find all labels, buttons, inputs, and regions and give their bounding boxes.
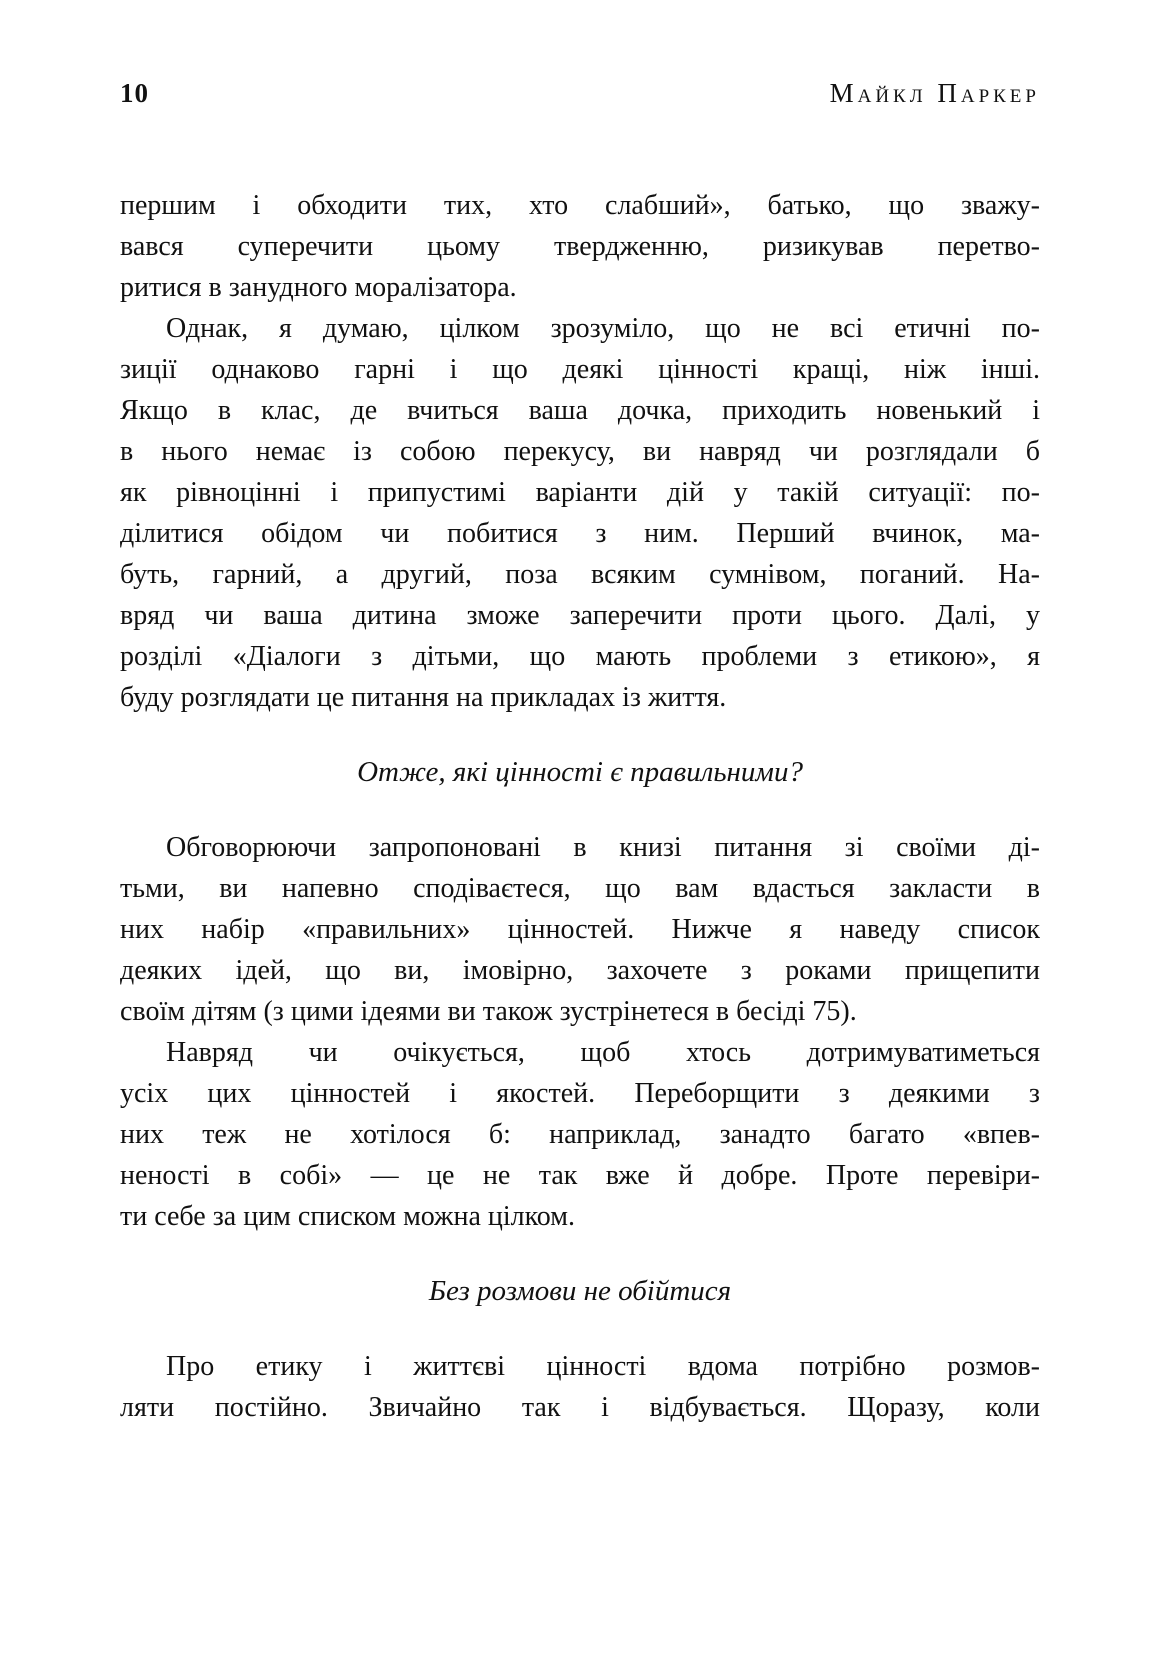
paragraph-3: Обговорюючи запропоновані в книзі питання зі своїми ді- тьми, ви напевно сподіваєтеся, що вам вдасться закласти в них набір «правильних» цінностей. Нижче я наведу список деяких ідей, що ви, імовірно, захочете з роками прищепити своїм дітям (з цими ідеями ви також зустрінетеся в бесіді 75). xyxy=(120,832,1040,1027)
paragraph-5: Про етику і життєві цінності вдома потрібно розмов- ляти постійно. Звичайно так і відбувається. Щоразу, коли xyxy=(120,1351,1040,1423)
paragraph-4: Навряд чи очікується, щоб хтось дотримуватиметься усіх цих цінностей і якостей. Переборщити з деякими з них теж не хотілося б: наприклад, занадто багато «впев- неності в собі» — це не так вже й добре. Проте перевіри- ти себе за цим списком можна цілком. xyxy=(120,1037,1040,1232)
running-header-author: Майкл Паркер xyxy=(829,78,1040,108)
section-heading-conversation: Без розмови не обійтися xyxy=(428,1275,732,1307)
paragraph-2: Однак, я думаю, цілком зрозуміло, що не всі етичні по- зиції однаково гарні і що деякі цінності кращі, ніж інші. Якщо в клас, де вчиться ваша дочка, приходить новенький і в нього немає із собою перекусу, ви навряд чи розглядали б як рівноцінні і припустимі варіанти дій у такій ситуації: по- ділитися обідом чи побитися з ним. Перший вчинок, ма- буть, гарний, а другий, поза всяким сумнівом, поганий. На- вряд чи ваша дитина зможе заперечити проти цього. Далі, у розділі «Діалоги з дітьми, що мають проблеми з етикою», я буду розглядати це питання на прикладах із життя. xyxy=(120,313,1040,713)
page-number: 10 xyxy=(120,78,149,108)
section-heading-which-values: Отже, які цінності є правильними? xyxy=(357,756,803,788)
paragraph-1: першим і обходити тих, хто слабший», батько, що зважу- вався суперечити цьому твердженню, ризикував перетво- ритися в занудного моралізатора. xyxy=(120,190,1040,303)
page-body xyxy=(120,185,1040,1428)
page-header xyxy=(120,78,1040,109)
